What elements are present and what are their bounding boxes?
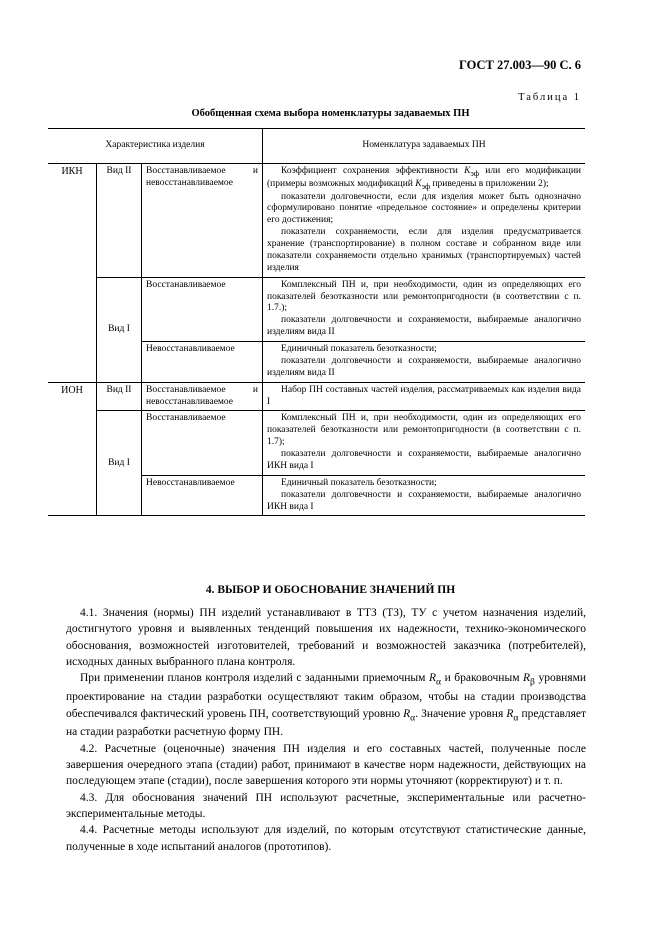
section-body — [66, 605, 586, 855]
nom-line: показатели сохраняемости, если для изделия предусматривается хранение (транспортирование) в полном составе и собранном виде или показатели сохраняемости отдельно хранимых (транспортируемых) частей изделия — [267, 227, 581, 273]
nomenclature-cell — [263, 277, 586, 341]
nomenclature-cell — [263, 382, 586, 411]
table-row — [48, 164, 585, 278]
col-header-nomenclature: Номенклатура задаваемых ПН — [263, 129, 586, 164]
nom-line: показатели долговечности и сохраняемости, выбираемые аналогично ИКН вида I — [267, 449, 581, 471]
nomenclature-cell — [263, 164, 586, 278]
group-label: ИКН — [48, 164, 97, 383]
kind-cell: Вид I — [97, 277, 142, 382]
nomenclature-cell — [263, 342, 586, 383]
characteristic-cell: Восстанавливаемое — [142, 411, 263, 475]
nom-line: Единичный показатель безотказности; — [281, 344, 437, 355]
table-row — [48, 411, 585, 475]
table-row — [48, 277, 585, 341]
paragraph: 4.3. Для обоснования значений ПН используют расчетные, экспериментальные или расчетно-экспериментальные методы. — [66, 791, 586, 821]
nom-line: Набор ПН составных частей изделия, рассматриваемых как изделия вида I — [267, 384, 581, 407]
characteristic-cell: Восстанавливаемое — [142, 277, 263, 341]
characteristic-cell: Невосстанавливаемое — [142, 342, 263, 383]
nomenclature-cell — [263, 475, 586, 516]
page-header: ГОСТ 27.003—90 С. 6 — [458, 58, 581, 72]
characteristic-cell: Невосстанавливаемое — [142, 475, 263, 516]
kind-cell: Вид II — [97, 164, 142, 278]
table-header-row — [48, 129, 585, 164]
kind-cell: Вид I — [97, 411, 142, 516]
table-title: Обобщенная схема выбора номенклатуры задаваемых ПН — [191, 108, 470, 119]
group-label: ИОН — [48, 382, 97, 516]
nomenclature-table — [48, 128, 585, 516]
nomenclature-cell — [263, 411, 586, 475]
nom-line: показатели долговечности, если для изделия может быть однозначно сформулировано понятие «предельное состояние» и определены критерии его достижения; — [267, 191, 581, 226]
col-header-characteristic: Характеристика изделия — [48, 129, 263, 164]
characteristic-cell: Восстанавливаемое и невосстанавливаемое — [142, 164, 263, 278]
nom-line: Коэффициент сохранения эффективности $K_{эф}$ или его модификации (примеры возможных модификаций $K_{эф}$ приведены в приложении 2); — [267, 166, 581, 191]
nom-line: Единичный показатель безотказности; — [281, 477, 437, 488]
nom-line: показатели долговечности и сохраняемости, выбираемые аналогично изделиям вида II — [267, 315, 581, 338]
nom-line: показатели долговечности и сохраняемости, выбираемые аналогично изделиям вида II — [267, 355, 581, 378]
paragraph: При применении планов контроля изделий с заданными приемочным $R_\alpha$ и браковочным $R_\beta$ уровнями проектирование на стадии разработки осуществляют таким образом, чтобы на стадии производства обеспечивался фактический уровень ПН, соответствующий уровню $R_\alpha$. Значение уровня $R_\alpha$ представляет на стадии разработки расчетную форму ПН. — [66, 672, 587, 739]
nom-line: показатели долговечности и сохраняемости, выбираемые аналогично ИКН вида I — [267, 489, 581, 512]
table-number: Таблица 1 — [518, 92, 581, 103]
nom-line: Комплексный ПН и, при необходимости, один из определяющих его показателей безотказности или ремонтопригодности (в соответствии с п. 1.7.); — [267, 279, 581, 314]
characteristic-cell: Восстанавливаемое и невосстанавливаемое — [142, 382, 263, 411]
paragraph: 4.1. Значения (нормы) ПН изделий устанавливают в ТТЗ (ТЗ), ТУ с учетом назначения изделий, достигнутого уровня и выявленных тенденций повышения их надежности, технико-экономического обоснования, возможностей изготовителей, требований и возможностей заказчика (потребителей), исходных данных выбранного плана контроля. — [66, 607, 586, 668]
section-title: 4. ВЫБОР И ОБОСНОВАНИЕ ЗНАЧЕНИЙ ПН — [205, 584, 456, 596]
paragraph: 4.4. Расчетные методы используют для изделий, по которым отсутствуют статистические данные, полученные в ходе испытаний аналогов (прототипов). — [66, 824, 586, 853]
kind-cell: Вид II — [97, 382, 142, 411]
paragraph: 4.2. Расчетные (оценочные) значения ПН изделия и его составных частей, полученные после завершения очередного этапа (стадии) работ, принимают в качестве норм надежности, действующих на последующем этапе (стадии), после завершения которого эти нормы уточняют (корректируют) и т. п. — [66, 742, 586, 788]
nom-line: Комплексный ПН и, при необходимости, один из определяющих его показателей безотказности или ремонтопригодности (в соответствии с п. 1.7); — [267, 413, 581, 448]
table-row — [48, 382, 585, 411]
